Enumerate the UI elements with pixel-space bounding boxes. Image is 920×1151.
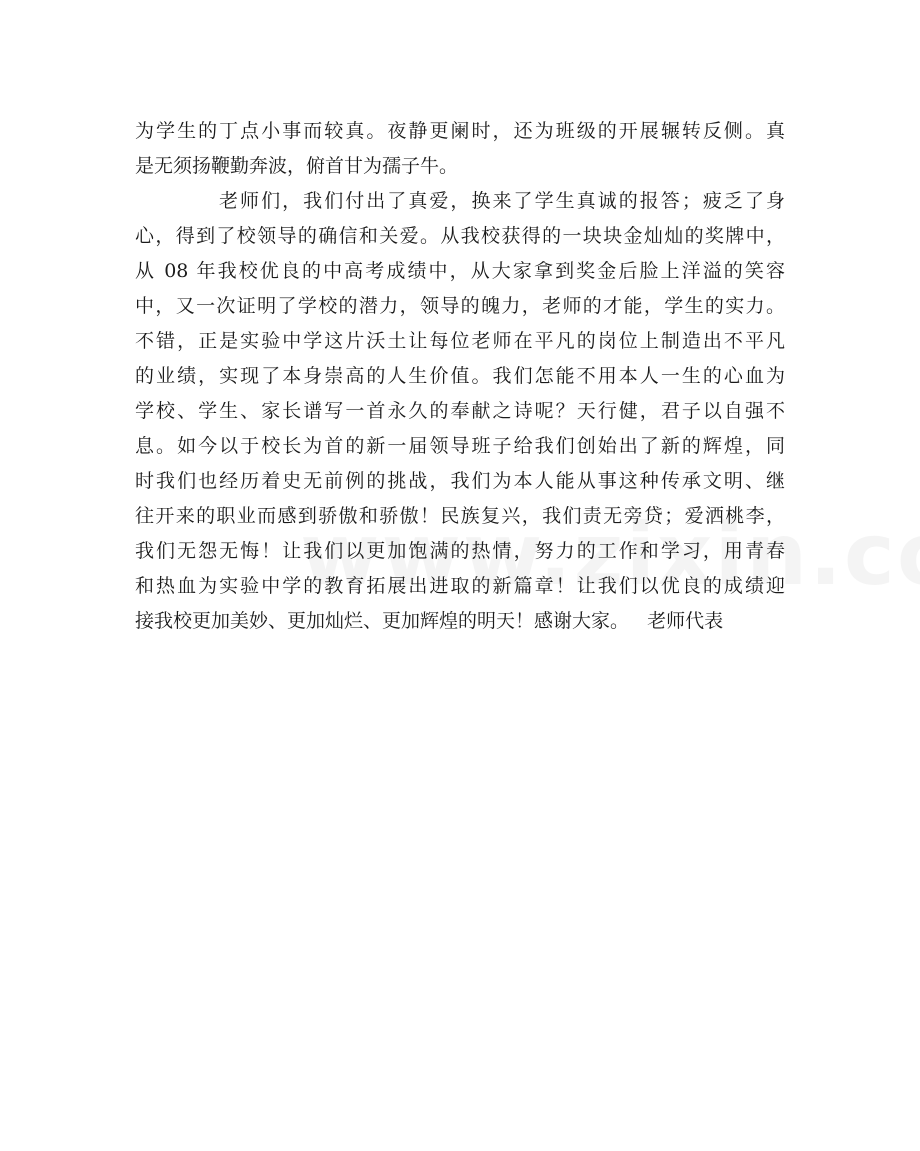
paragraph [135, 184, 785, 639]
document-body [135, 114, 785, 639]
text-line: 往开来的职业而感到骄傲和骄傲！民族复兴，我们责无旁贷；爱洒桃李， [135, 505, 785, 527]
paragraph [135, 114, 785, 184]
text-line: 为学生的丁点小事而较真。夜静更阑时，还为班级的开展辗转反侧。真 [135, 120, 785, 142]
text-line: 老师们，我们付出了真爱，换来了学生真诚的报答；疲乏了身 [219, 190, 785, 212]
text-line: 中，又一次证明了学校的潜力，领导的魄力，老师的才能，学生的实力。 [135, 295, 785, 317]
text-line: 是无须扬鞭勤奔波，俯首甘为孺子牛。 [135, 155, 459, 177]
text-line: 不错，正是实验中学这片沃土让每位老师在平凡的岗位上制造出不平凡 [135, 330, 785, 352]
text-line: 学校、学生、家长谱写一首永久的奉献之诗呢？天行健，君子以自强不 [135, 400, 785, 422]
text-line: 接我校更加美妙、更加灿烂、更加辉煌的明天！感谢大家。 老师代表 [135, 610, 724, 632]
text-line: 的业绩，实现了本身崇高的人生价值。我们怎能不用本人一生的心血为 [135, 365, 785, 387]
text-line: 时我们也经历着史无前例的挑战，我们为本人能从事这种传承文明、继 [135, 470, 785, 492]
text-line: 息。如今以于校长为首的新一届领导班子给我们创始出了新的辉煌，同 [135, 435, 785, 457]
text-line: 心，得到了校领导的确信和关爱。从我校获得的一块块金灿灿的奖牌中， [135, 225, 785, 247]
text-line: 和热血为实验中学的教育拓展出进取的新篇章！让我们以优良的成绩迎 [135, 575, 785, 597]
text-line: 从 08 年我校优良的中高考成绩中，从大家拿到奖金后脸上洋溢的笑容 [135, 260, 785, 282]
text-line: 我们无怨无悔！让我们以更加饱满的热情，努力的工作和学习，用青春 [135, 540, 785, 562]
